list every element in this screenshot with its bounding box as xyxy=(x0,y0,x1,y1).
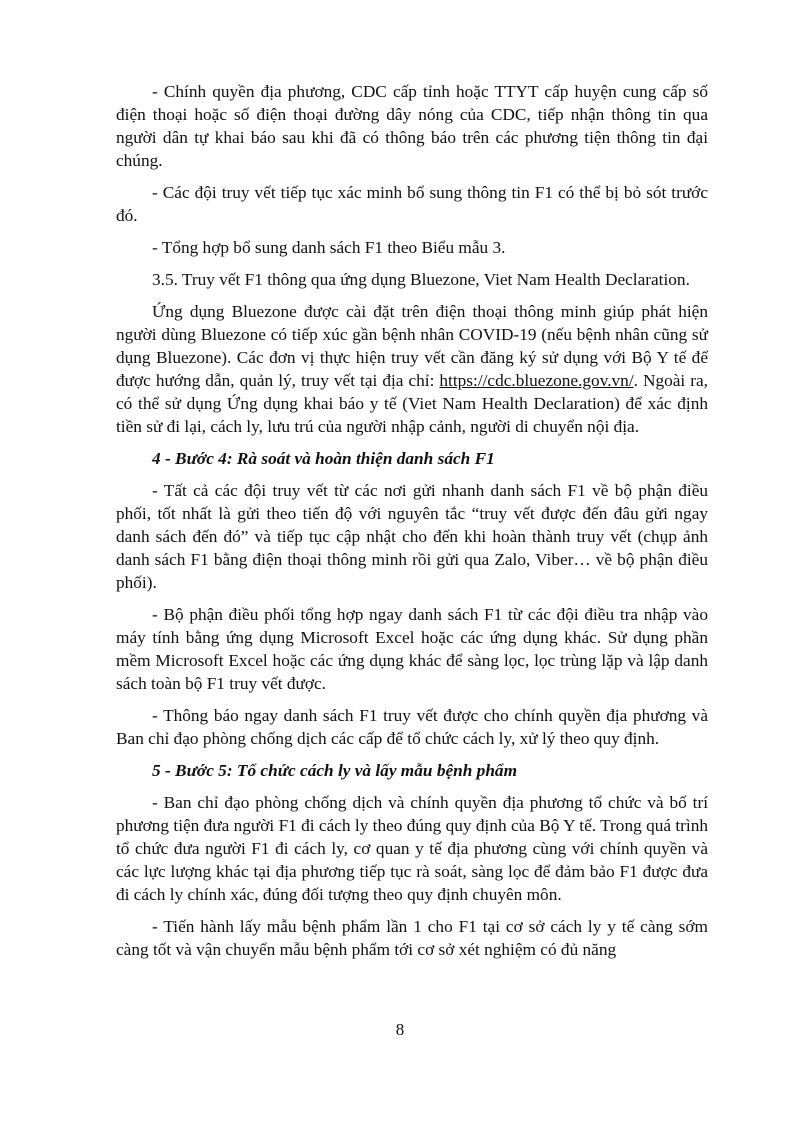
paragraph-isolation-transport: - Ban chỉ đạo phòng chống dịch và chính quyền địa phương tổ chức và bố trí phương tiện đưa người F1 đi cách ly theo đúng quy định của Bộ Y tế. Trong quá trình tổ chức đưa người F1 đi cách ly, cơ quan y tế địa phương cùng với chính quyền và các lực lượng khác tại địa phương tiếp tục rà soát, sàng lọc để đảm bảo F1 được đưa đi cách ly chính xác, đúng đối tượng theo quy định chuyên môn. xyxy=(116,793,708,904)
bluezone-link[interactable]: https://cdc.bluezone.gov.vn/ xyxy=(439,371,634,390)
section-3-5-title: 3.5. Truy vết F1 thông qua ứng dụng Bluezone, Viet Nam Health Declaration. xyxy=(152,270,690,289)
bluezone-text-before-link: Ứng dụng Bluezone được cài đặt trên điện thoại thông minh giúp phát hiện người dùng Bluezone có tiếp xúc gần bệnh nhân COVID-19 (nếu bệnh nhân cũng sử dụng Bluezone). Các đơn vị thực hiện truy vết cần đăng ký sử dụng với Bộ Y tế để được hướng dẫn, quản lý, truy vết tại địa chỉ: xyxy=(116,302,708,390)
bluezone-text-after-link: . Ngoài ra, có thể sử dụng Ứng dụng khai báo y tế (Viet Nam Health Declaration) để xác định tiền sử đi lại, cách ly, lưu trú của người nhập cảnh, người di chuyển nội địa. xyxy=(116,371,708,436)
paragraph-coordination-excel: - Bộ phận điều phối tổng hợp ngay danh sách F1 từ các đội điều tra nhập vào máy tính bằng ứng dụng Microsoft Excel hoặc các ứng dụng khác. Sử dụng phần mềm Microsoft Excel hoặc các ứng dụng khác để sàng lọc, lọc trùng lặp và lập danh sách toàn bộ F1 truy vết được. xyxy=(116,605,708,693)
paragraph-summary-form-3: - Tổng hợp bổ sung danh sách F1 theo Biểu mẫu 3. xyxy=(152,238,506,257)
paragraph-sample-collection: - Tiến hành lấy mẫu bệnh phẩm lần 1 cho F1 tại cơ sở cách ly y tế càng sớm càng tốt và vận chuyển mẫu bệnh phẩm tới cơ sở xét nghiệm có đủ năng xyxy=(116,917,708,959)
paragraph-send-f1-list: - Tất cả các đội truy vết từ các nơi gửi nhanh danh sách F1 về bộ phận điều phối, tốt nhất là gửi theo tiến độ với nguyên tắc “truy vết được đến đâu gửi ngay danh sách đến đó” và tiếp tục cập nhật cho đến khi hoàn thành truy vết (chụp ảnh danh sách F1 bằng điện thoại thông minh rồi gửi qua Zalo, Viber… về bộ phận điều phối). xyxy=(116,481,708,592)
paragraph-local-hotline: - Chính quyền địa phương, CDC cấp tỉnh hoặc TTYT cấp huyện cung cấp số điện thoại hoặc số điện thoại đường dây nóng của CDC, tiếp nhận thông tin qua người dân tự khai báo sau khi đã có thông báo trên các phương tiện thông tin đại chúng. xyxy=(116,82,708,170)
heading-step-5: 5 - Bước 5: Tổ chức cách ly và lấy mẫu bệnh phẩm xyxy=(152,761,518,780)
page-number: 8 xyxy=(395,1020,405,1039)
paragraph-bluezone xyxy=(116,300,708,438)
heading-step-4: 4 - Bước 4: Rà soát và hoàn thiện danh sách F1 xyxy=(152,449,495,468)
paragraph-verify-missing-f1: - Các đội truy vết tiếp tục xác minh bổ sung thông tin F1 có thể bị bỏ sót trước đó. xyxy=(116,183,708,225)
paragraph-notify-authorities: - Thông báo ngay danh sách F1 truy vết được cho chính quyền địa phương và Ban chỉ đạo phòng chống dịch các cấp để tổ chức cách ly, xử lý theo quy định. xyxy=(116,706,708,748)
